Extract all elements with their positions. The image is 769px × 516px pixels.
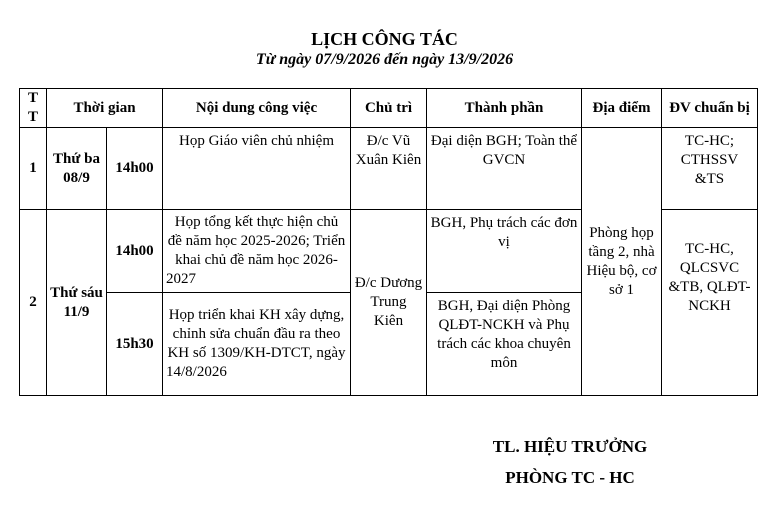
row-number: 2 — [20, 210, 47, 396]
row-participants: Đại diện BGH; Toàn thể GVCN — [427, 128, 582, 210]
document-title: LỊCH CÔNG TÁC — [311, 29, 458, 49]
row-number: 1 — [20, 128, 47, 210]
col-header-chair: Chủ trì — [351, 89, 427, 128]
row-content: Họp tổng kết thực hiện chủ đề năm học 2025-2026; Triển khai chủ đề năm học 2026-2027 — [163, 210, 351, 293]
table-row — [20, 128, 758, 210]
signature-department: PHÒNG TC - HC — [505, 468, 635, 487]
col-header-tt: T T — [20, 89, 47, 128]
row-participants: BGH, Đại diện Phòng QLĐT-NCKH và Phụ trách các khoa chuyên môn — [427, 293, 582, 396]
signature-title: TL. HIỆU TRƯỞNG — [492, 437, 648, 456]
row-time: 14h00 — [107, 210, 163, 293]
col-header-content: Nội dung công việc — [163, 89, 351, 128]
row-day: Thứ ba 08/9 — [47, 128, 107, 210]
location-cell: Phòng họp tầng 2, nhà Hiệu bộ, cơ sở 1 — [582, 128, 662, 396]
schedule-table — [19, 88, 758, 396]
col-header-prep: ĐV chuẩn bị — [662, 89, 758, 128]
row-day: Thứ sáu 11/9 — [47, 210, 107, 396]
col-header-participants: Thành phần — [427, 89, 582, 128]
header-row — [20, 89, 758, 128]
row-content: Họp Giáo viên chủ nhiệm — [163, 128, 351, 210]
row-chair: Đ/c Vũ Xuân Kiên — [351, 128, 427, 210]
row-prep: TC-HC, QLCSVC &TB, QLĐT-NCKH — [662, 210, 758, 396]
row-chair: Đ/c Dương Trung Kiên — [351, 210, 427, 396]
row-time: 15h30 — [107, 293, 163, 396]
date-range: Từ ngày 07/9/2026 đến ngày 13/9/2026 — [255, 51, 514, 68]
row-participants: BGH, Phụ trách các đơn vị — [427, 210, 582, 293]
row-prep: TC-HC; CTHSSV &TS — [662, 128, 758, 210]
col-header-location: Địa điểm — [582, 89, 662, 128]
row-content: Họp triển khai KH xây dựng, chỉnh sửa chuẩn đầu ra theo KH số 1309/KH-DTCT, ngày 14/8/2026 — [163, 293, 351, 396]
col-header-time: Thời gian — [47, 89, 163, 128]
row-time: 14h00 — [107, 128, 163, 210]
